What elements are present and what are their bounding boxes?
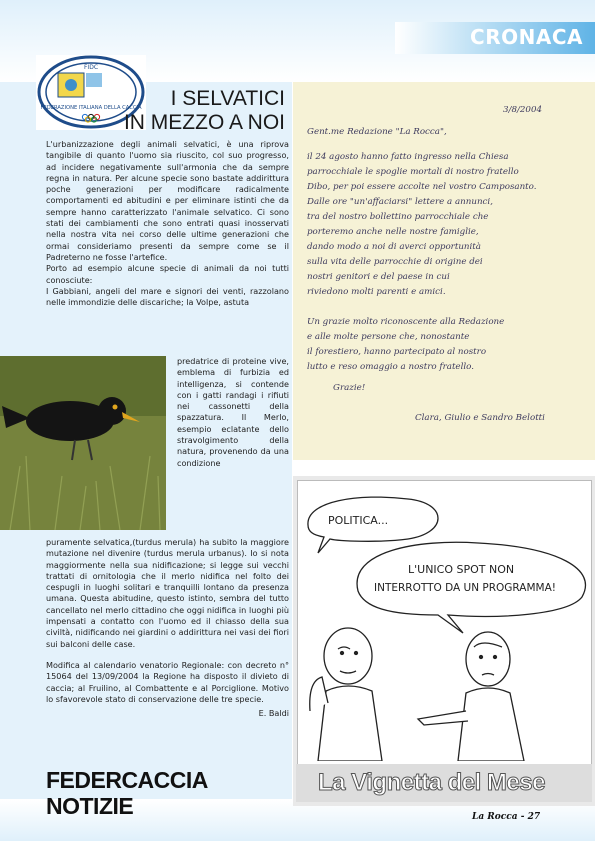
article-paragraph: L'urbanizzazione degli animali selvatici, è una riprova tangibile di quanto l'uomo sia riuscito, col suo progresso, ad incidere negativamente sull'armonia che da sempre regna in natura. Per alcune specie sono bastate addirittura poche generazioni per modificare radicalmente comportamenti ed abitudini e per eliminare istinti che da sempre hanno caratterizzato l'animale selvatico. Ci sono stati dei cambiamenti che sono entrati quasi inosservati nella nostra vita nei corso delle ultime generazioni che ormai consideriamo presenti da sempre come se il Padreterno ne fosse l'artefice. bbox=[46, 139, 289, 262]
article-paragraph: puramente selvatica,(turdus merula) ha subito la maggiore mutazione nel divenire (turdus merula urbanus). Io si nota maggiormente nella sua nidificazione; si legge sui vecchi trattati di ornitologia che il merlo nidifica nel folto dei cespugli in luoghi solitari e tranquilli lontano da presenza umana. Questa abitudine, questo istinto, sembra del tutto cancellato nel merlo cittadino che oggi nidifica in luoghi più impensati a contatto con l'uomo ed il chiasso della sua civiltà, nidificando nei giardini o addirittura nei vasi dei fiori sui balconi delle case. bbox=[46, 537, 289, 649]
letter-line: lutto e reso omaggio a nostro fratello. bbox=[307, 362, 474, 372]
federcaccia-title: FEDERCACCIA NOTIZIE bbox=[46, 767, 208, 819]
article-paragraph: I Gabbiani, angeli del mare e signori dei venti, razzolano nelle immondizie delle discariche; la Volpe, astuta bbox=[46, 285, 289, 308]
letter-handwriting bbox=[293, 82, 595, 460]
vignetta-title: La Vignetta del Mese bbox=[318, 769, 545, 796]
article-body-wrap: predatrice di proteine vive, emblema di furbizia ed intelligenza, si contende con i gatti randagi i rifiuti nei cassonetti della spazzatura. Il Merlo, esempio eclatante dello stravolgimento della natura, provenendo da una condizione bbox=[177, 356, 289, 468]
page-footer: La Rocca - 27 bbox=[472, 812, 541, 822]
letter-line: parrocchiale le spoglie mortali di nostro fratello bbox=[307, 167, 519, 177]
letter-line: Dibo, per poi essere accolte nel vostro Camposanto. bbox=[307, 182, 537, 192]
reader-letter bbox=[293, 82, 595, 460]
blackbird-photo bbox=[0, 356, 166, 530]
letter-line: nostri genitori e del paese in cui bbox=[307, 272, 450, 282]
article-title bbox=[95, 87, 285, 135]
letter-line: Dalle ore "un'affaciarsi" lettere a annunci, bbox=[307, 197, 493, 207]
letter-signature: Clara, Giulio e Sandro Belotti bbox=[415, 413, 545, 423]
article-title-line2: IN MEZZO A NOI bbox=[123, 111, 285, 134]
logo-caption: FEDERAZIONE ITALIANA DELLA CACCIA bbox=[40, 105, 142, 111]
cartoon-drawing bbox=[298, 481, 591, 761]
article-paragraph: Porto ad esempio alcune specie di animali da noi tutti conosciute: bbox=[46, 263, 289, 285]
section-label: CRONACA bbox=[470, 25, 583, 49]
letter-line: porteremo anche nelle nostre famiglie, bbox=[307, 227, 479, 237]
bubble1-text: POLITICA... bbox=[328, 514, 389, 527]
letter-line: tra del nostro bollettino parrocchiale che bbox=[307, 212, 489, 222]
letter-line: e alle molte persone che, nonostante bbox=[307, 332, 470, 342]
letter-date: 3/8/2004 bbox=[503, 105, 543, 115]
bubble2-text-line2: INTERROTTO DA UN PROGRAMMA! bbox=[374, 582, 556, 594]
bubble2-text-line1: L'UNICO SPOT NON bbox=[408, 563, 515, 576]
article-title-line1: I SELVATICI bbox=[170, 87, 285, 110]
cartoon bbox=[297, 480, 592, 802]
letter-line: Grazie! bbox=[333, 383, 366, 393]
vignetta-banner bbox=[296, 764, 592, 802]
article-note: Modifica al calendario venatorio Regionale: con decreto n° 15064 del 13/09/2004 la Regione ha disposto il divieto di caccia; al Fruilino, al Combattente e al Porciglione. Motivo lo sfavorevole stato di conservazione delle tre specie. bbox=[46, 659, 289, 704]
letter-line: riviedono molti parenti e amici. bbox=[307, 287, 446, 297]
article-body-top bbox=[46, 139, 289, 308]
logo-abbr: FIDC bbox=[83, 64, 99, 71]
section-tag bbox=[395, 22, 595, 54]
letter-line: il 24 agosto hanno fatto ingresso nella Chiesa bbox=[307, 152, 509, 162]
article-body-bottom bbox=[46, 537, 289, 719]
cartoon-man-left bbox=[310, 628, 382, 761]
letter-line: Un grazie molto riconoscente alla Redazione bbox=[307, 317, 505, 327]
letter-line: dando modo a noi di averci opportunità bbox=[307, 242, 481, 252]
letter-line: il forestiero, hanno partecipato al nostro bbox=[307, 347, 487, 357]
letter-line: sulla vita delle parrocchie di origine dei bbox=[307, 257, 483, 267]
letter-line: Gent.me Redazione "La Rocca", bbox=[307, 127, 447, 137]
cartoon-man-right bbox=[418, 632, 524, 761]
article-author: E. Baldi bbox=[258, 708, 289, 719]
